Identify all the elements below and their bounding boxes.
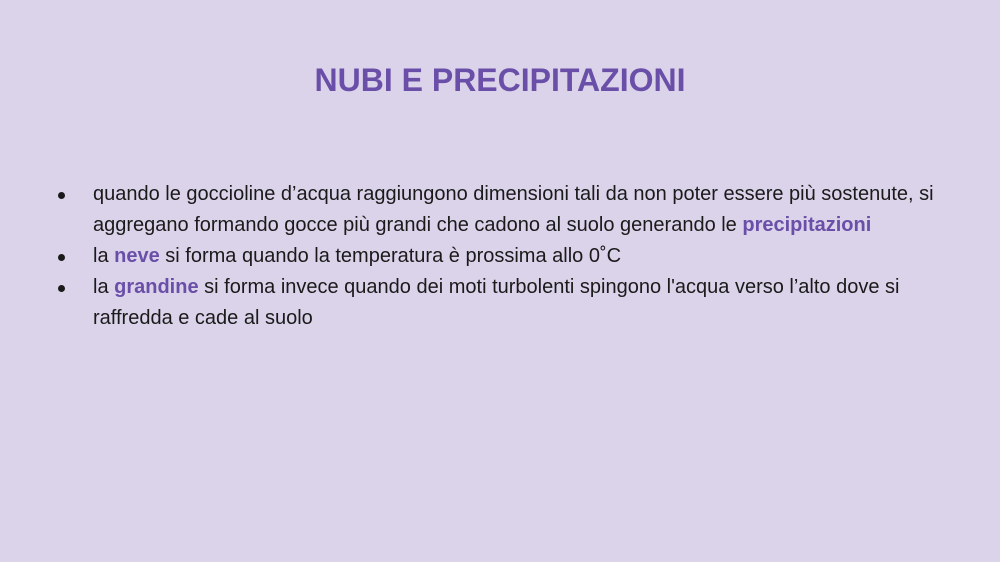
- bullet-dot-icon: [58, 192, 65, 199]
- bullet-text: si forma quando la temperatura è prossima allo 0˚C: [159, 245, 622, 267]
- bullet-text: la: [93, 245, 115, 267]
- bullet-text: si forma invece quando dei moti turbolenti spingono l'acqua verso l’alto dove si raffredda e cade al suolo: [93, 276, 900, 329]
- bullet-dot-icon: [58, 285, 65, 292]
- bullet-dot-icon: [58, 254, 65, 261]
- highlight-term: grandine: [114, 276, 199, 298]
- bullet-text: quando le goccioline d’acqua raggiungono dimensioni tali da non poter essere più sostenute, si aggregano formando gocce più grandi che cadono al suolo generando le: [93, 183, 934, 236]
- bullet-item-precipitazioni: [58, 179, 958, 241]
- bullet-item-neve: [58, 241, 958, 272]
- bullet-item-grandine: [58, 272, 958, 334]
- slide-title: NUBI E PRECIPITAZIONI: [314, 62, 686, 98]
- highlight-term: neve: [114, 245, 160, 267]
- bullet-text: la: [93, 276, 115, 298]
- highlight-term: precipitazioni: [742, 214, 872, 236]
- bullet-list: [58, 179, 958, 334]
